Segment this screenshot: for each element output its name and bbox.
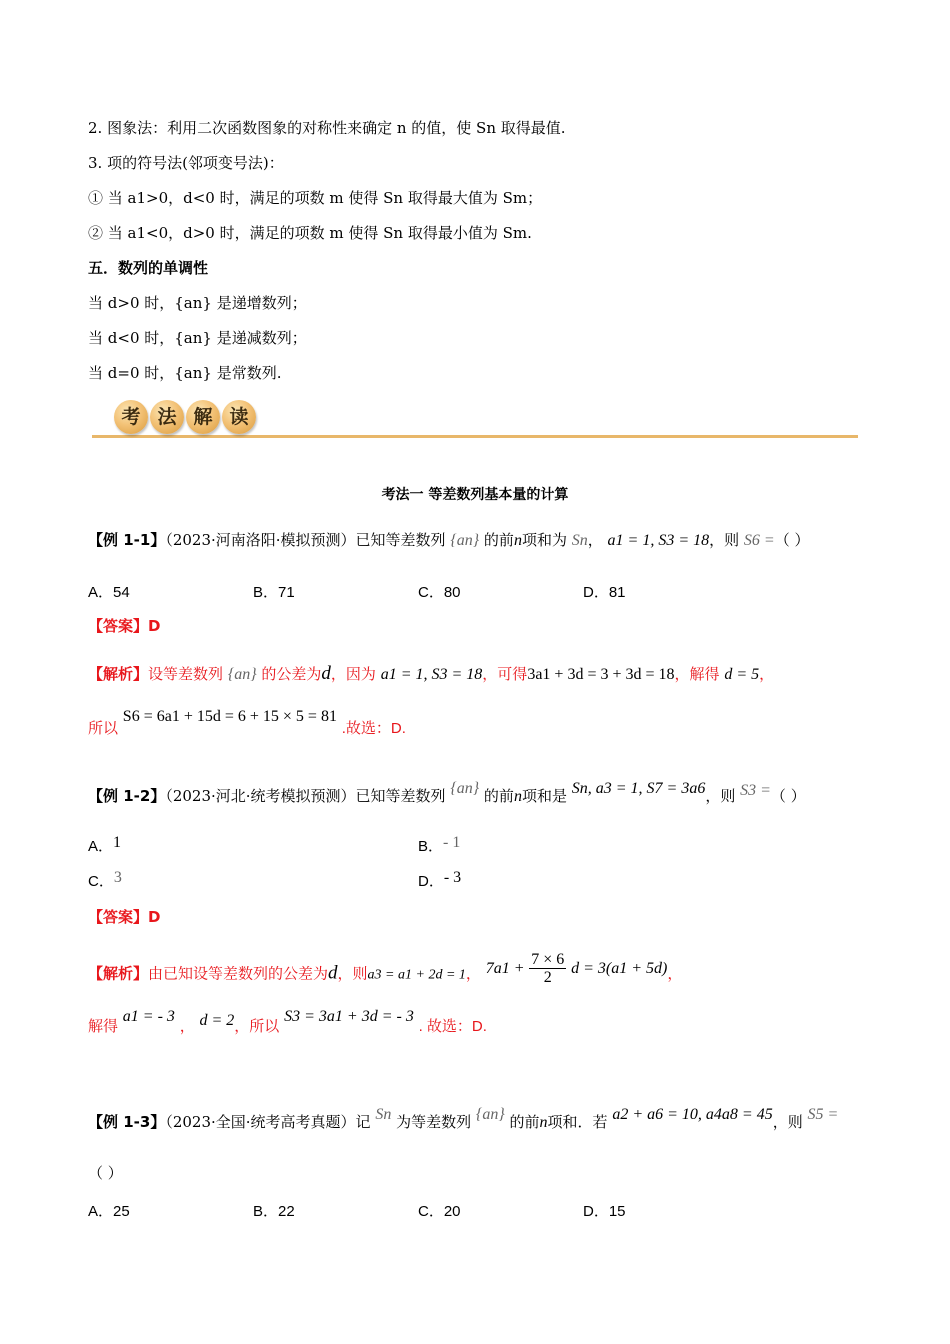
banner-underline: [92, 435, 858, 438]
math-fraction: [529, 951, 566, 986]
option-a: A．54: [88, 584, 130, 601]
option-value: - 3: [443, 869, 462, 886]
math-equation: a3 = a1 + 2d = 1: [367, 967, 466, 983]
math-sn: Sn: [571, 532, 588, 549]
fraction-denominator: 2: [543, 969, 552, 986]
banner-char-3: 解: [186, 400, 220, 434]
sequence-symbol: {an}: [227, 666, 257, 683]
example-1-2-solution: [88, 951, 683, 992]
question-text: 的前: [483, 531, 514, 549]
question-text: ，则: [709, 531, 740, 549]
option-a: [88, 835, 121, 856]
banner-char-2: 法: [150, 400, 184, 434]
math-n: n: [513, 532, 522, 549]
solution-text: 设等差数列: [148, 665, 224, 683]
example-1-2-question: [88, 780, 806, 807]
monotonic-line-2: 当 d<0 时，{an} 是递减数列；: [88, 329, 307, 347]
example-1-3-question: [88, 1106, 839, 1133]
math-ask: S3 =: [740, 782, 771, 799]
solution-text: ，: [759, 665, 775, 683]
question-text: ，则: [772, 1113, 803, 1131]
solution-text: 解得: [88, 1017, 119, 1035]
option-c: [88, 870, 122, 891]
monotonic-line-3: 当 d=0 时，{an} 是常数列.: [88, 364, 282, 382]
question-text: 项和．若: [547, 1113, 608, 1131]
option-d: D．81: [583, 584, 626, 601]
question-text: 为等差数列: [396, 1113, 472, 1131]
math-d: d: [321, 663, 331, 684]
math-equation: S6 = 6a1 + 15d = 6 + 15 × 5 = 81: [122, 708, 337, 725]
intro-paragraph-2: 3. 项的符号法(邻项变号法)：: [88, 154, 284, 172]
example-1-1-answer: 【答案】D: [88, 617, 161, 635]
intro-paragraph-1: 2. 图象法：利用二次函数图象的对称性来确定 n 的值，使 Sn 取得最值.: [88, 119, 566, 137]
option-label: B．: [418, 838, 444, 855]
solution-text: 由已知设等差数列的公差为: [148, 964, 329, 983]
option-a: A．25: [88, 1203, 130, 1220]
math-condition: a2 + a6 = 10, a4a8 = 45: [612, 1106, 773, 1123]
math-d: d: [328, 962, 338, 984]
example-source: （2023·全国·统考高考真题）: [165, 1113, 356, 1131]
sequence-symbol: {an}: [450, 532, 480, 549]
math-equation: 3a1 + 3d = 3 + 3d = 18: [527, 666, 675, 683]
example-source: （2023·河南洛阳·模拟预测）: [165, 531, 356, 549]
solution-text: . 故选：D.: [418, 1018, 487, 1035]
solution-text: 所以: [88, 719, 119, 737]
answer-paren: （ ）: [770, 787, 806, 805]
option-value: - 1: [443, 834, 461, 851]
solution-text: ，可得: [482, 665, 528, 683]
section-heading-monotonicity: 五．数列的单调性: [88, 259, 209, 277]
math-condition: Sn, a3 = 1, S7 = 3a6: [571, 780, 706, 797]
example-1-1-solution-line-2: [88, 708, 406, 739]
question-text: 的前: [483, 787, 514, 805]
math-condition: a1 = 1, S3 = 18: [607, 532, 710, 549]
question-text: 项和是: [521, 787, 567, 805]
option-value: 3: [113, 869, 122, 886]
math-n: n: [539, 1114, 548, 1131]
answer-paren: （ ）: [774, 531, 810, 549]
math-result: d = 2: [199, 1012, 235, 1029]
intro-paragraph-4: ② 当 a1<0，d>0 时，满足的项数 m 使得 Sn 取得最小值为 Sm.: [88, 224, 532, 242]
math-ask: S6 =: [743, 532, 775, 549]
example-tag: 【例 1-2】: [88, 787, 166, 805]
example-tag: 【例 1-1】: [88, 531, 166, 549]
example-1-3-paren: （ ）: [88, 1164, 123, 1182]
option-label: C．: [88, 873, 114, 890]
option-value: 1: [113, 834, 122, 851]
question-text: 已知等差数列: [355, 531, 446, 549]
option-label: A．: [88, 838, 114, 855]
question-text: 项和为: [521, 531, 567, 549]
option-c: C．80: [418, 584, 461, 601]
fraction-numerator: 7 × 6: [531, 951, 565, 968]
math-result: a1 = - 3: [122, 1008, 175, 1025]
question-text: 已知等差数列: [355, 787, 446, 805]
math-n: n: [513, 788, 522, 805]
method-title: 考法一 等差数列基本量的计算: [381, 487, 569, 503]
solution-text: 的公差为: [261, 665, 322, 683]
sequence-symbol: {an}: [475, 1106, 505, 1123]
option-b: B．22: [253, 1203, 295, 1220]
solution-label: 【解析】: [88, 665, 149, 683]
solution-text: .故选：D.: [341, 720, 406, 737]
example-1-2-solution-line-2: [88, 1008, 487, 1037]
example-source: （2023·河北·统考模拟预测）: [165, 787, 356, 805]
method-banner: [92, 398, 862, 440]
math-equation: S3 = 3a1 + 3d = - 3: [284, 1008, 414, 1025]
option-d: [418, 870, 461, 891]
option-c: C．20: [418, 1203, 461, 1220]
question-text: 的前: [509, 1113, 540, 1131]
math-sn: Sn: [375, 1106, 392, 1123]
sequence-symbol: {an}: [450, 780, 480, 797]
example-tag: 【例 1-3】: [88, 1113, 166, 1131]
question-text: 记: [355, 1113, 371, 1131]
option-d: D．15: [583, 1203, 626, 1220]
example-1-1-solution: [88, 664, 774, 685]
solution-text: ，因为: [330, 665, 376, 683]
banner-char-4: 读: [222, 400, 256, 434]
math-equation: d = 3(a1 + 5d): [571, 959, 668, 977]
solution-text: ，则: [337, 964, 368, 983]
banner-char-1: 考: [114, 400, 148, 434]
math-ask: S5 =: [807, 1106, 839, 1123]
monotonic-line-1: 当 d>0 时，{an} 是递增数列；: [88, 294, 307, 312]
example-1-1-question: 【例 1-1】（2023·河南洛阳·模拟预测）已知等差数列 {an} 的前n项和为 Sn， a1 = 1, S3 = 18，则 S6 =（ ）: [88, 531, 810, 549]
solution-text: ，: [465, 964, 481, 983]
option-label: D．: [418, 873, 444, 890]
option-b: B．71: [253, 584, 295, 601]
intro-paragraph-3: ① 当 a1>0，d<0 时，满足的项数 m 使得 Sn 取得最大值为 Sm；: [88, 189, 543, 207]
question-text: ，则: [705, 787, 736, 805]
solution-text: ，解得: [674, 665, 720, 683]
math-equation: 7a1 +: [485, 959, 525, 977]
solution-text: ，所以: [234, 1017, 280, 1035]
example-1-2-answer: 【答案】D: [88, 908, 161, 926]
solution-label: 【解析】: [88, 964, 149, 983]
solution-text: ，: [179, 1017, 195, 1035]
solution-text: ，: [667, 964, 683, 983]
math-condition: a1 = 1, S3 = 18: [380, 666, 483, 683]
math-result: d = 5: [724, 666, 760, 683]
option-b: [418, 835, 460, 856]
